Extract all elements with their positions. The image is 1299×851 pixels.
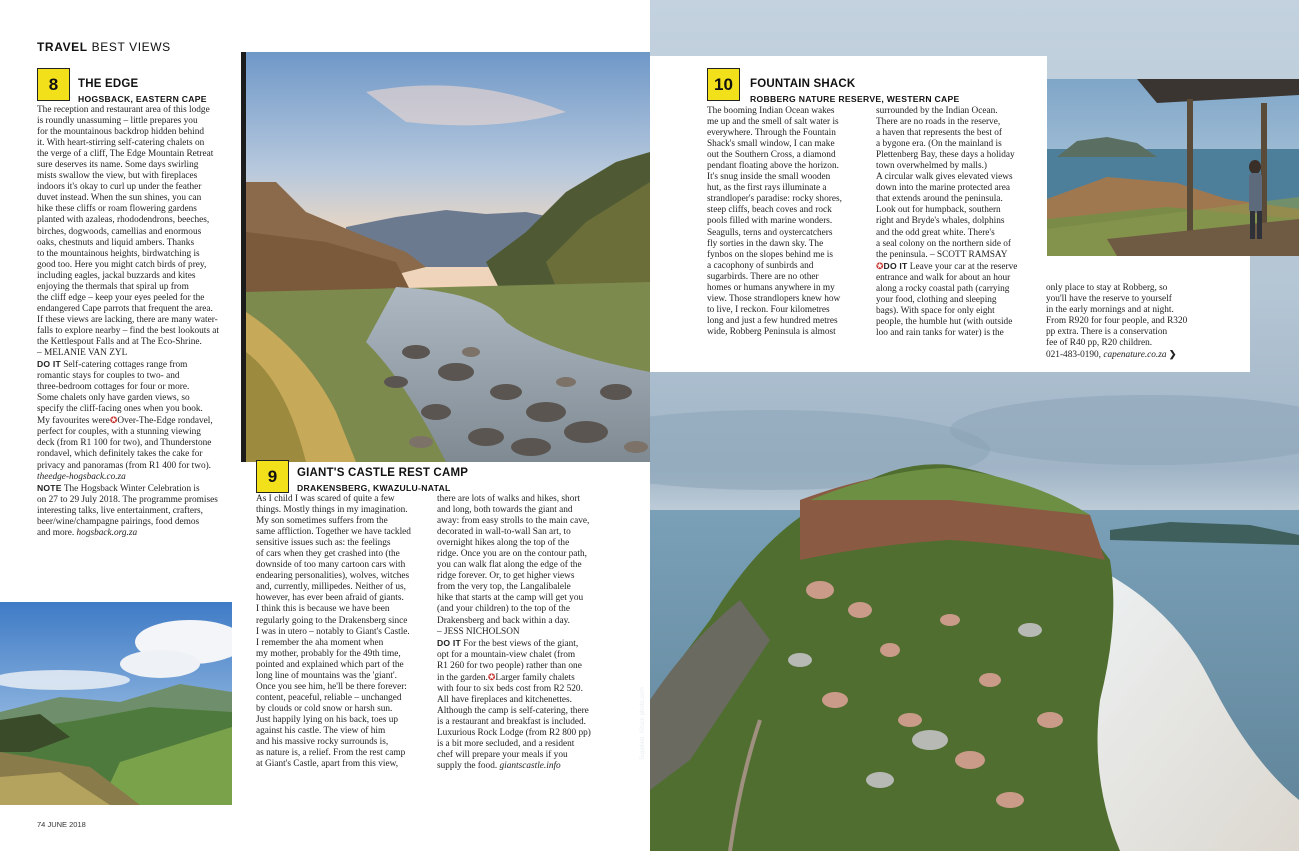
line: My favourites were✪Over-The-Edge rondavel, [37,415,213,427]
line: a cacophony of sunbirds and [707,260,814,271]
doit-line: DO IT For the best views of the giant, [437,637,579,649]
line: hut, as the first rays illuminate a [707,183,827,194]
line: long and just a few hundred metres [707,315,838,326]
line: From R920 for four people, and R320 [1046,316,1188,327]
line: a haven that represents the best of [876,128,1002,139]
line: pp extra. There is a conservation [1046,327,1168,338]
line: right and Bryde's whales, dolphins [876,216,1005,227]
line: homes or humans anywhere in my [707,282,835,293]
line: endangered Cape parrots that frequent the area. [37,303,213,314]
line: ridge. Once you are on the contour path, [437,549,587,560]
line: downside of too many cartoon cars with [256,560,406,571]
issue-date: JUNE 2018 [47,820,86,829]
line: enjoying the thermals that spiral up from [37,281,189,292]
line: 021-483-0190, capenature.co.za ❯ [1046,349,1177,361]
line: away: from easy strolls to the main cave, [437,516,590,527]
hogsback-photo [0,602,232,805]
line: As I child I was scared of quite a few [256,494,395,504]
note-line: NOTE The Hogsback Winter Celebration is [37,482,200,494]
line: that extends around the peninsula. [876,194,1003,205]
line: A circular walk gives elevated views [876,172,1013,183]
section10-title: FOUNTAIN SHACK [750,78,856,90]
line: on 27 to 29 July 2018. The programme promises [37,494,218,505]
line: is a restaurant and breakfast is included. [437,716,586,727]
line: entrance and walk for about an hour [876,272,1011,283]
doit-line: ✪DO IT Leave your car at the reserve [876,260,1018,272]
line: All have fireplaces and kitchenettes. [437,694,573,705]
line: supply the food. giantscastle.info [437,761,561,772]
header-topic: BEST VIEWS [91,40,171,54]
line: only place to stay at Robberg, so [1046,283,1168,293]
line: I think this is because we have been [256,604,390,615]
line: The booming Indian Ocean wakes [707,106,835,116]
byline: the peninsula. – SCOTT RAMSAY [876,249,1008,260]
line: strandloper's paradise: rocky shores, [707,194,842,205]
note-url[interactable]: hogsback.org.za [76,527,138,538]
page-header [37,40,171,54]
line: and more. hogsback.org.za [37,527,138,538]
doit-url[interactable]: theedge-hogsback.co.za [37,471,126,482]
line: pointed and explained which part of the [256,659,404,670]
line: Look out for humpback, southern [876,205,1001,216]
line: it. With heart-stirring self-catering chalets on [37,138,205,149]
line: the verge of a cliff, The Edge Mountain Retreat [37,149,214,160]
line: ridge forever. Or, to get higher views [437,571,575,582]
line: down into the marine protected area [876,183,1010,194]
line: sugarbirds. There are no other [707,271,819,282]
line: Although the camp is self-catering, there [437,705,589,716]
line: with four to six beds cost from R2 520. [437,683,583,694]
drakensberg-photo [246,52,650,462]
line: wide, Robberg Peninsula is almost [707,326,836,337]
line: If these views are lacking, there are many water- [37,314,218,325]
line: R1 260 for two people) rather than one [437,660,582,671]
line: sure deserves its name. Some days swirling [37,160,199,171]
line: sensitive issues such as: the feelings [256,538,391,549]
page-footer [37,820,86,829]
line: Just happily lying on his back, toes up [256,714,399,725]
line: including eagles, jackal buzzards and kites [37,270,196,281]
page-number: 74 [37,820,46,829]
line: you can walk flat along the edge of the [437,560,582,571]
line: There are no roads in the reserve, [876,117,1001,128]
section-number-9: 9 [256,460,289,493]
line: you'll have the reserve to yourself [1046,294,1172,305]
line: and, currently, millipedes. Neither of us, [256,582,406,593]
line: I was in utero – notably to Giant's Castle. [256,626,410,637]
line: your food, clothing and sleeping [876,294,997,305]
line: endearing personalities), wolves, witches [256,571,410,582]
line: by clouds or cold snow or harsh sun. [256,703,393,714]
line: duvet instead. When the sun shines, you can [37,193,202,204]
line: rondavel, which definitely takes the cake for [37,449,203,460]
line: is a bit more secluded, and a resident [437,739,575,750]
section8-title: THE EDGE [78,78,139,90]
section10-col2 [876,106,1038,339]
line: deck (from R1 100 for two), and Thunderstone [37,438,212,449]
byline: – MELANIE VAN ZYL [37,348,128,359]
line: mists swallow the view, but with fireplaces [37,171,198,182]
doit-label: DO IT [437,637,461,648]
line: against his castle. The view of him [256,725,386,736]
doit-label: DO IT [37,359,61,370]
note-label: NOTE [37,482,62,493]
star-icon: ✪ [876,260,884,271]
line: in the garden.✪Larger family chalets [437,671,575,683]
section-number-10: 10 [707,68,740,101]
line: interesting talks, live entertainment, crafters, [37,505,203,516]
section-number-8: 8 [37,68,70,101]
line: the Kettlespout Falls and at The Eco-Shrine. [37,336,202,347]
line: and his massive rocky surrounds is, [256,737,389,748]
line: chef will prepare your meals if you [437,750,568,761]
line: however, has ever been afraid of giants. [256,593,404,604]
line: in the early mornings and at night. [1046,305,1174,316]
line: oaks, chestnuts and liquid ambers. Thanks [37,237,195,248]
line: the cliff edge – keep your eyes peeled for the [37,292,205,303]
line: to live, I reckon. Four kilometres [707,304,830,315]
line: overnight hikes along the top of the [437,538,570,549]
line: hike these cliffs or roam flowering gardens [37,204,197,215]
line: The reception and restaurant area of this lodge [37,105,210,115]
section9-col2 [437,494,617,772]
line: Shack's small window, I can make [707,139,835,150]
star-icon: ✪ [487,671,496,682]
line: there are lots of walks and hikes, short [437,494,581,504]
line: It's snug inside the small wooden [707,172,831,183]
byline: – JESS NICHOLSON [437,626,520,637]
line: decorated in wall-to-wall San art, to [437,527,571,538]
line: bags). With space for only eight [876,305,995,316]
line: perfect for couples, with a stunning viewing [37,427,201,438]
section8-body [37,105,237,539]
section8-location: HOGSBACK, EASTERN CAPE [78,94,207,104]
section10-col1 [707,106,875,338]
line: I remember the aha moment when [256,637,384,648]
line: at Giant's Castle, apart from this view, [256,759,399,770]
line: a bygone era. (On the mainland is [876,139,1002,150]
line: Once you see him, he'll be there forever: [256,681,407,692]
line: opt for a mountain-view chalet (from [437,649,576,660]
line: same affliction. Together we have tackled [256,527,411,538]
line: My son sometimes suffers from the [256,516,388,527]
line: view. Those strandlopers knew how [707,293,841,304]
line: steep cliffs, beach coves and rock [707,205,832,216]
line: things. Mostly things in my imagination. [256,505,408,516]
line: regularly going to the Drakensberg since [256,615,408,626]
line: planted with azaleas, rhododendrons, beeches, [37,215,210,226]
line: Some chalets only have garden views, so [37,393,190,404]
star-icon: ✪ [109,415,118,426]
line: fynbos on the slopes behind me is [707,249,834,260]
line: as nature is, a relief. From the rest camp [256,748,406,759]
capenature-url[interactable]: capenature.co.za [1103,350,1167,361]
line: romantic stays for couples to two- and [37,371,180,382]
line: and the odd great white. There's [876,227,995,238]
line: Plettenberg Bay, these days a holiday [876,150,1015,161]
line: beer/wine/champagne pairings, food demos [37,516,200,527]
line: people, the humble hut (with outside [876,316,1013,327]
line: good too. Here you might catch birds of prey, [37,259,207,270]
line: of cars when they get crashed into (the [256,549,400,560]
line: three-bedroom cottages for four or more. [37,382,190,393]
continue-arrow-icon: ❯ [1168,349,1177,360]
photo-credit: Supplied, iStock photo.com [640,687,646,760]
line: Drakensberg and back within a day. [437,615,570,626]
line: (and your children) to the top of the [437,604,570,615]
line: pendant floating above the horizon. [707,161,839,172]
line: falls to explore nearby – find the best lookouts at [37,325,220,336]
line: surrounded by the Indian Ocean. [876,106,998,116]
line: and long, both towards the giant and [437,505,573,516]
line: fly sorties in the dawn sky. The [707,238,824,249]
doit-line: DO IT Self-catering cottages range from [37,359,188,371]
line: to the mountainous heights, birdwatching is [37,248,200,259]
section10-col3 [1046,283,1246,361]
line: fee of R40 pp, R20 children. [1046,338,1153,349]
section9-col1 [256,494,432,770]
line: long line of mountains was the 'giant'. [256,670,397,681]
fountain-shack-photo [1047,79,1299,256]
doit-label: DO IT [883,260,908,271]
section9-location: DRAKENSBERG, KWAZULU-NATAL [297,483,451,493]
line: along a rocky coastal path (carrying [876,283,1010,294]
doit-url[interactable]: giantscastle.info [499,761,561,772]
line: a seal colony on the northern side of [876,238,1012,249]
line: indoors it's okay to curl up under the feather [37,182,202,193]
line: specify the cliff-facing ones when you book. [37,404,203,415]
line: is roundly unassuming – little prepares you [37,116,198,127]
line: my mother, probably for the 49th time, [256,648,401,659]
section10-location: ROBBERG NATURE RESERVE, WESTERN CAPE [750,94,960,104]
section9-title: GIANT'S CASTLE REST CAMP [297,467,469,479]
line: pools filled with marine wonders. [707,216,833,227]
line: me up and the smell of salt water is [707,117,839,128]
line: from the very top, the Langalibalele [437,582,571,593]
header-section: TRAVEL [37,40,88,54]
line: content, peaceful, reliable – unchanged [256,692,402,703]
line: hike that starts at the camp will get you [437,593,584,604]
line: Seagulls, terns and oystercatchers [707,227,833,238]
line: town overwhelmed by malls.) [876,161,988,172]
line: birches, dogwoods, camellias and enormous [37,226,202,237]
line: loo and rain tanks for water) is the [876,327,1004,338]
line: everywhere. Through the Fountain [707,128,836,139]
line: for the mountainous backdrop hidden behind [37,127,205,138]
line: out the Southern Cross, a diamond [707,150,836,161]
line: Luxurious Rock Lodge (from R2 800 pp) [437,727,591,738]
line: privacy and panoramas (from R1 400 for two). [37,460,212,471]
